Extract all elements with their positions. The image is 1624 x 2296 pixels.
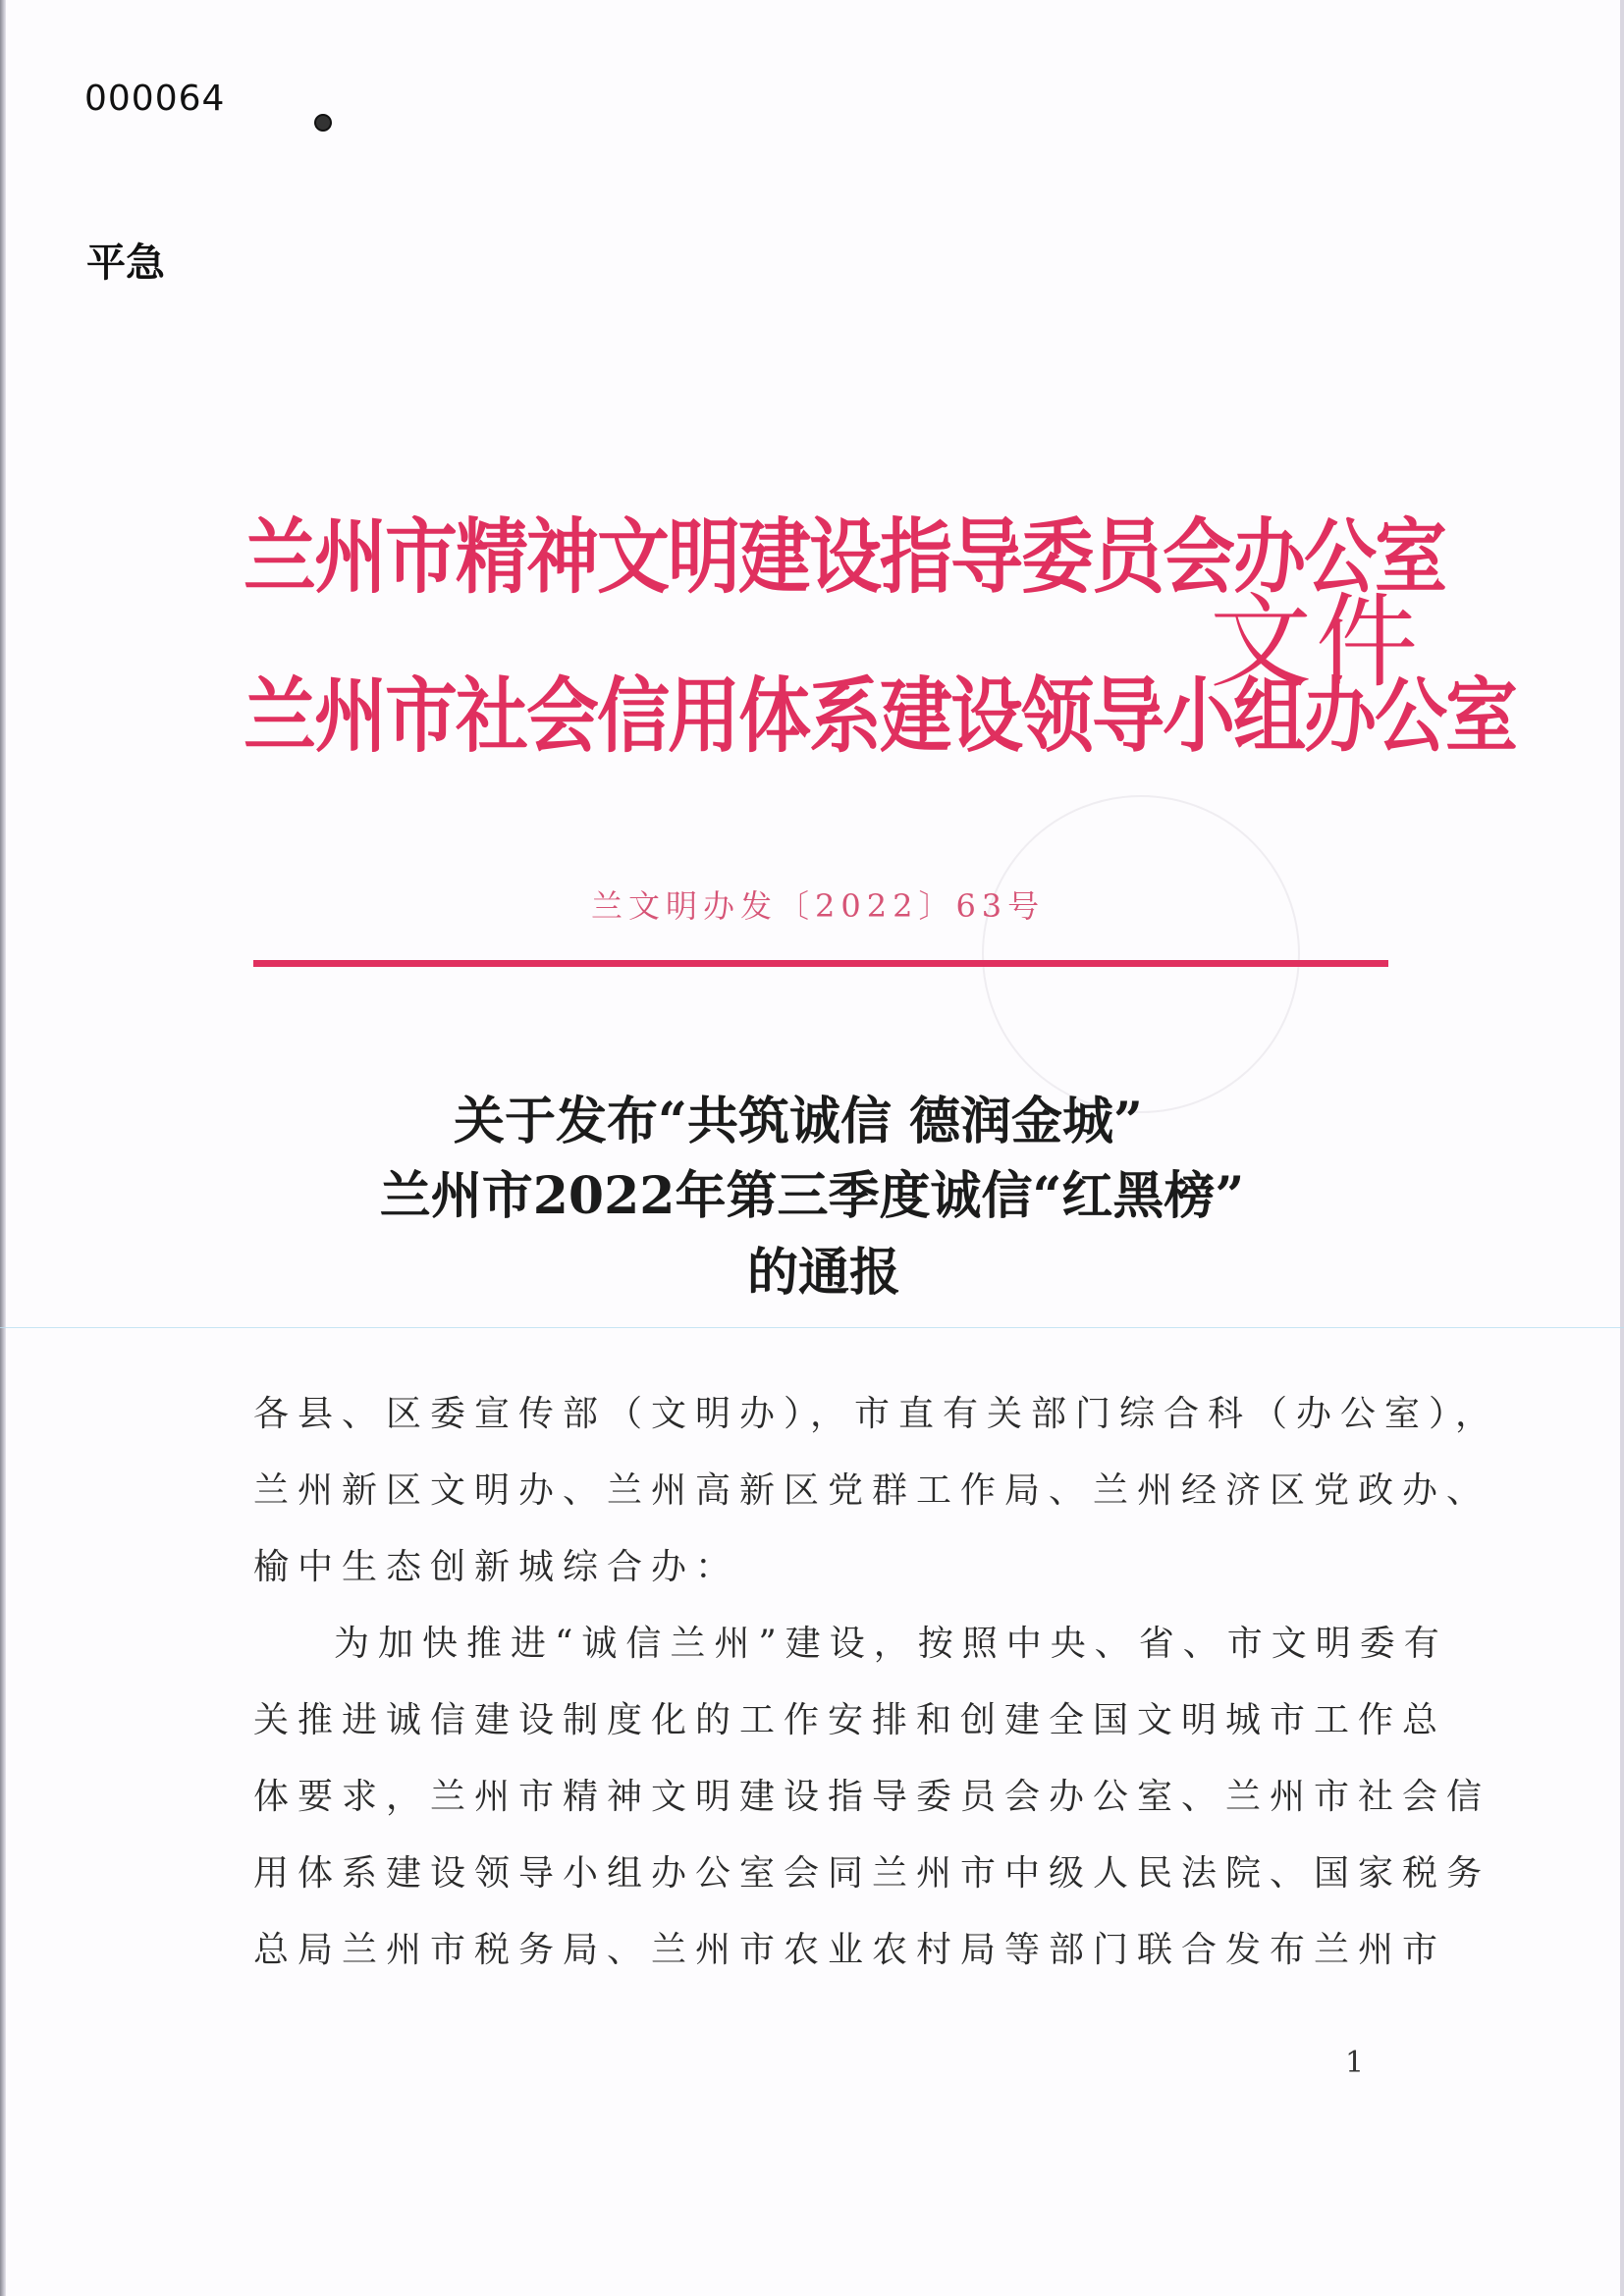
body-line-6: 体要求，兰州市精神文明建设指导委员会办公室、兰州市社会信 bbox=[253, 1777, 1491, 1817]
title-line-2: 兰州市2022年第三季度诚信“红黑榜” bbox=[379, 1166, 1245, 1226]
scan-mark-icon bbox=[314, 114, 332, 132]
faint-seal-shadow bbox=[982, 795, 1300, 1113]
scan-edge-right bbox=[1620, 0, 1624, 2296]
body-line-4: 为加快推进“诚信兰州”建设，按照中央、省、市文明委有 bbox=[334, 1624, 1448, 1664]
document-code: 兰文明办发〔2022〕63号 bbox=[591, 887, 1046, 925]
issuer-line-1: 兰州市精神文明建设指导委员会办公室 bbox=[244, 509, 1445, 606]
issuer-line-2: 兰州市社会信用体系建设领导小组办公室 bbox=[244, 668, 1516, 765]
body-line-3: 榆中生态创新城综合办： bbox=[253, 1547, 740, 1587]
body-line-5: 关推进诚信建设制度化的工作安排和创建全国文明城市工作总 bbox=[253, 1700, 1447, 1740]
page-number: 1 bbox=[1345, 2046, 1365, 2080]
document-serial-number: 000064 bbox=[84, 79, 226, 119]
title-line-1: 关于发布“共筑诚信 德润金城” bbox=[454, 1092, 1143, 1151]
scan-guide-line bbox=[0, 1327, 1624, 1328]
document-type-label: 文件 bbox=[1210, 582, 1423, 702]
body-line-8: 总局兰州市税务局、兰州市农业农村局等部门联合发布兰州市 bbox=[253, 1930, 1447, 1970]
body-line-1: 各县、区委宣传部（文明办），市直有关部门综合科（办公室）， bbox=[253, 1394, 1500, 1434]
urgency-level: 平急 bbox=[86, 240, 165, 286]
body-line-2: 兰州新区文明办、兰州高新区党群工作局、兰州经济区党政办、 bbox=[253, 1470, 1491, 1511]
red-divider-rule bbox=[253, 960, 1388, 967]
title-line-3: 的通报 bbox=[746, 1243, 900, 1303]
body-line-7: 用体系建设领导小组办公室会同兰州市中级人民法院、国家税务 bbox=[253, 1853, 1491, 1894]
